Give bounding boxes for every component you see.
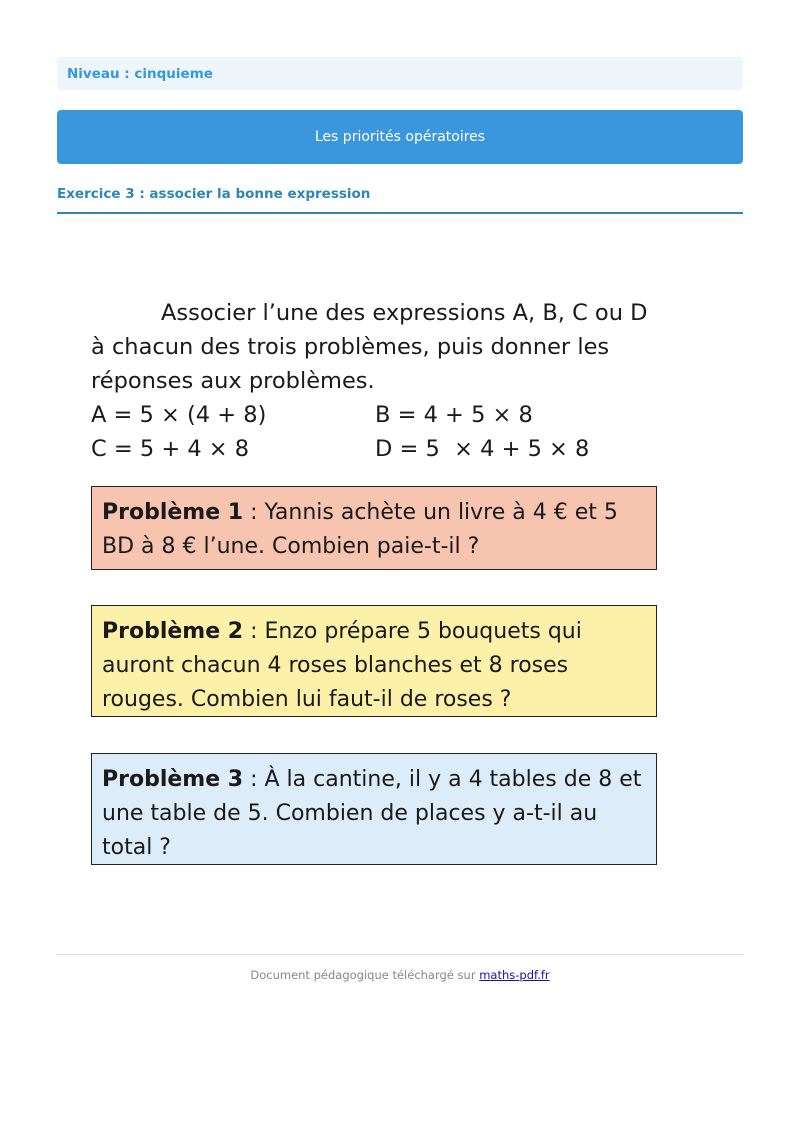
problem-2-label: Problème 2 [102,619,244,644]
expression-row-2 [91,432,661,466]
title-banner [57,110,743,164]
expression-d: D = 5 × 4 + 5 × 8 [375,436,590,462]
problem-1-label: Problème 1 [102,500,244,525]
expression-a: A = 5 × (4 + 8) [91,402,267,428]
problem-3-label: Problème 3 [102,767,244,792]
footer [0,968,800,982]
expression-row-1 [91,398,661,432]
page-title: Les priorités opératoires [314,129,486,145]
level-label: Niveau : cinquieme [67,66,213,82]
problem-3-text: : À la cantine, il y a 4 tables de 8 et une table de 5. Combien de places y a-t-il au total ? [102,767,642,860]
exercise-statement [91,296,661,466]
problem-2-box [91,605,657,717]
footer-divider [57,954,743,955]
problem-2-text: : Enzo prépare 5 bouquets qui auront chacun 4 roses blanches et 8 roses rouges. Combien lui faut-il de roses ? [102,619,582,712]
problem-1-box [91,486,657,570]
expression-c: C = 5 + 4 × 8 [91,436,250,462]
exercise-title: Exercice 3 : associer la bonne expression [57,186,743,214]
instruction-text: Associer l’une des expressions A, B, C ou D à chacun des trois problèmes, puis donner les réponses aux problèmes. [91,300,648,394]
footer-text: Document pédagogique téléchargé sur [250,968,480,982]
footer-link[interactable]: maths-pdf.fr [479,968,550,982]
problem-1-text: : Yannis achète un livre à 4 € et 5 BD à 8 € l’une. Combien paie-t-il ? [102,500,618,559]
problem-3-box [91,753,657,865]
level-box [57,57,743,90]
expression-b: B = 4 + 5 × 8 [375,402,533,428]
